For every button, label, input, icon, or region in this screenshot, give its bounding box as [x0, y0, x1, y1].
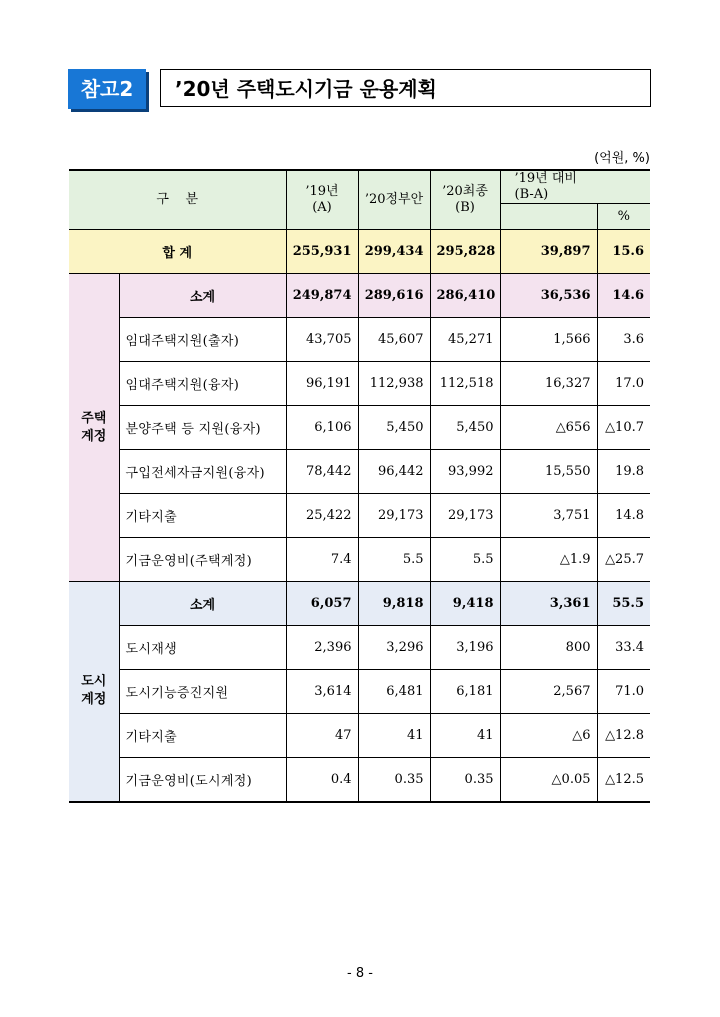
page-title: ’20년 주택도시기금 운용계획 — [160, 69, 651, 107]
housing-subtotal-label: 소계 — [119, 274, 286, 318]
urban-subtotal-pct: 55.5 — [597, 582, 650, 626]
row-label: 도시기능증진지원 — [119, 670, 286, 714]
row-label: 구입전세자금지원(융자) — [119, 450, 286, 494]
row-gov: 6,481 — [358, 670, 430, 714]
row-diff: △1.9 — [500, 538, 597, 582]
row-label: 기금운영비(주택계정) — [119, 538, 286, 582]
urban-subtotal-label: 소계 — [119, 582, 286, 626]
row-label: 기금운영비(도시계정) — [119, 758, 286, 802]
table-row — [69, 538, 650, 582]
housing-group-label: 주택 계정 — [69, 274, 119, 582]
table-row — [69, 318, 650, 362]
table-row — [69, 670, 650, 714]
row-gov: 96,442 — [358, 450, 430, 494]
table-row — [69, 406, 650, 450]
row-diff: △0.05 — [500, 758, 597, 802]
row-label: 분양주택 등 지원(융자) — [119, 406, 286, 450]
urban-group-label: 도시 계정 — [69, 582, 119, 802]
reference-badge: 참고2 — [68, 69, 146, 109]
total-a: 255,931 — [286, 230, 358, 274]
row-gov: 5.5 — [358, 538, 430, 582]
table-row — [69, 714, 650, 758]
urban-subtotal-diff: 3,361 — [500, 582, 597, 626]
row-gov: 41 — [358, 714, 430, 758]
row-diff: 1,566 — [500, 318, 597, 362]
row-diff: △6 — [500, 714, 597, 758]
row-b: 112,518 — [430, 362, 500, 406]
row-diff: 15,550 — [500, 450, 597, 494]
table-row — [69, 362, 650, 406]
row-pct: 71.0 — [597, 670, 650, 714]
row-a: 25,422 — [286, 494, 358, 538]
row-label: 임대주택지원(출자) — [119, 318, 286, 362]
table-row — [69, 450, 650, 494]
row-pct: 19.8 — [597, 450, 650, 494]
housing-subtotal-pct: 14.6 — [597, 274, 650, 318]
row-label: 임대주택지원(융자) — [119, 362, 286, 406]
row-a: 96,191 — [286, 362, 358, 406]
row-a: 43,705 — [286, 318, 358, 362]
row-b: 3,196 — [430, 626, 500, 670]
housing-subtotal-b: 286,410 — [430, 274, 500, 318]
row-label: 기타지출 — [119, 494, 286, 538]
urban-subtotal-gov: 9,818 — [358, 582, 430, 626]
row-gov: 5,450 — [358, 406, 430, 450]
row-b: 5.5 — [430, 538, 500, 582]
unit-label: (억원, %) — [594, 151, 650, 166]
header-2020-gov: ’20정부안 — [358, 170, 430, 230]
housing-subtotal-row — [69, 274, 650, 318]
row-diff: △656 — [500, 406, 597, 450]
row-a: 6,106 — [286, 406, 358, 450]
urban-subtotal-row — [69, 582, 650, 626]
fund-plan-table — [69, 169, 650, 803]
table-row — [69, 494, 650, 538]
row-gov: 112,938 — [358, 362, 430, 406]
row-label: 도시재생 — [119, 626, 286, 670]
row-gov: 45,607 — [358, 318, 430, 362]
row-b: 0.35 — [430, 758, 500, 802]
row-pct: △25.7 — [597, 538, 650, 582]
housing-subtotal-diff: 36,536 — [500, 274, 597, 318]
row-pct: 33.4 — [597, 626, 650, 670]
row-b: 6,181 — [430, 670, 500, 714]
total-pct: 15.6 — [597, 230, 650, 274]
row-a: 7.4 — [286, 538, 358, 582]
total-gov: 299,434 — [358, 230, 430, 274]
row-pct: △12.8 — [597, 714, 650, 758]
total-row — [69, 230, 650, 274]
row-a: 0.4 — [286, 758, 358, 802]
row-b: 5,450 — [430, 406, 500, 450]
row-pct: 3.6 — [597, 318, 650, 362]
row-pct: △10.7 — [597, 406, 650, 450]
row-b: 93,992 — [430, 450, 500, 494]
row-gov: 29,173 — [358, 494, 430, 538]
row-gov: 0.35 — [358, 758, 430, 802]
row-b: 45,271 — [430, 318, 500, 362]
table-row — [69, 626, 650, 670]
row-diff: 3,751 — [500, 494, 597, 538]
row-a: 3,614 — [286, 670, 358, 714]
row-b: 41 — [430, 714, 500, 758]
header-2019: ’19년 (A) — [286, 170, 358, 230]
row-diff: 800 — [500, 626, 597, 670]
header-diff: ’19년 대비 (B-A) — [500, 170, 650, 204]
header-diff-spacer — [500, 204, 597, 230]
row-pct: 14.8 — [597, 494, 650, 538]
row-gov: 3,296 — [358, 626, 430, 670]
row-a: 2,396 — [286, 626, 358, 670]
housing-subtotal-a: 249,874 — [286, 274, 358, 318]
title-block — [68, 69, 651, 109]
total-label: 합 계 — [69, 230, 286, 274]
row-b: 29,173 — [430, 494, 500, 538]
row-pct: 17.0 — [597, 362, 650, 406]
row-diff: 16,327 — [500, 362, 597, 406]
row-diff: 2,567 — [500, 670, 597, 714]
row-label: 기타지출 — [119, 714, 286, 758]
table-row — [69, 758, 650, 802]
row-a: 78,442 — [286, 450, 358, 494]
row-pct: △12.5 — [597, 758, 650, 802]
urban-subtotal-a: 6,057 — [286, 582, 358, 626]
total-b: 295,828 — [430, 230, 500, 274]
header-category: 구 분 — [69, 170, 286, 230]
row-a: 47 — [286, 714, 358, 758]
total-diff: 39,897 — [500, 230, 597, 274]
header-2020-final: ’20최종 (B) — [430, 170, 500, 230]
urban-subtotal-b: 9,418 — [430, 582, 500, 626]
housing-subtotal-gov: 289,616 — [358, 274, 430, 318]
page-number: - 8 - — [347, 966, 373, 981]
header-pct: % — [597, 204, 650, 230]
